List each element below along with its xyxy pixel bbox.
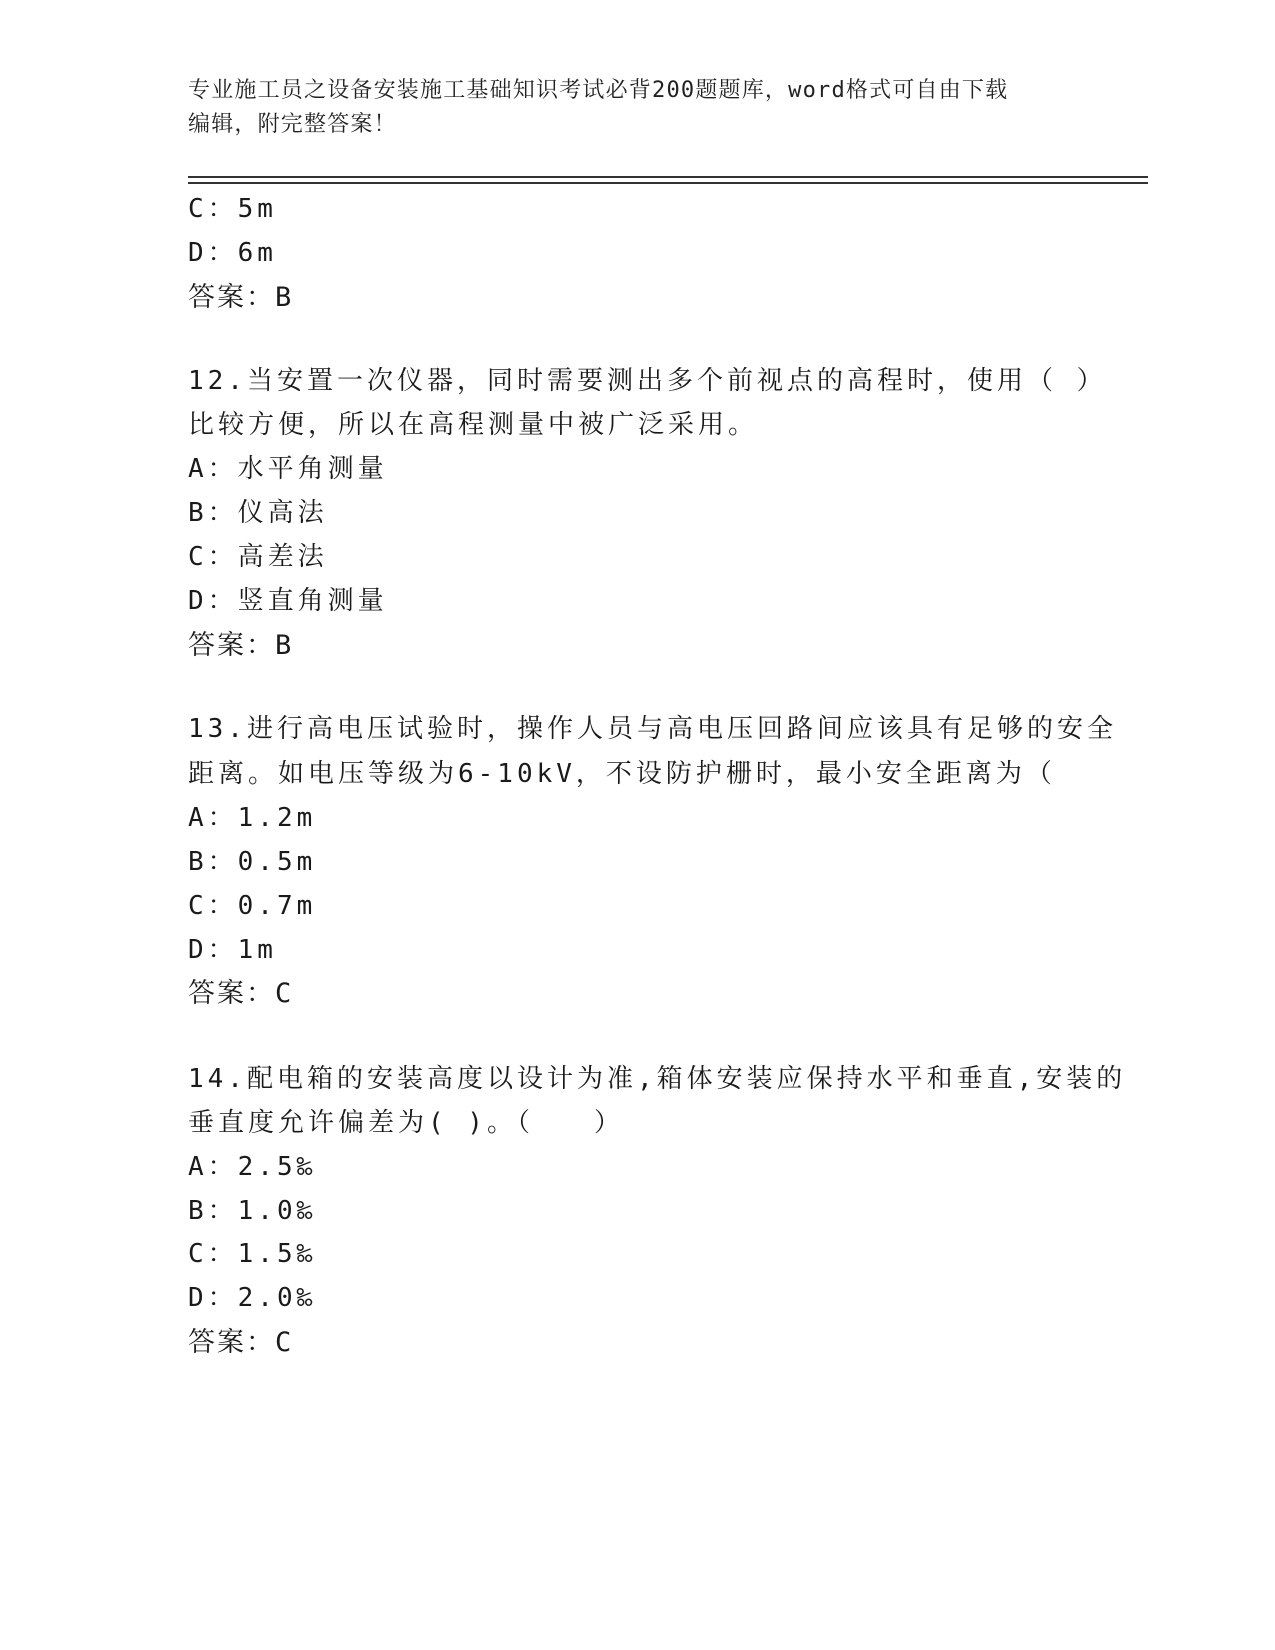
question-13-option-d: D：1m: [188, 935, 277, 965]
question-13-option-b: B：0.5m: [188, 847, 317, 877]
question-12-option-b: B：仪高法: [188, 498, 328, 528]
prev-question-answer: 答案：B: [188, 282, 294, 313]
question-12-answer: 答案：B: [188, 630, 294, 661]
question-12-option-a: A：水平角测量: [188, 454, 388, 484]
question-12-stem-line-2: 比较方便，所以在高程测量中被广泛采用。: [188, 410, 759, 440]
question-13-stem-line-2: 距离。如电压等级为6-10kV，不设防护栅时，最小安全距离为（: [188, 759, 1056, 789]
question-13-option-a: A：1.2m: [188, 803, 317, 833]
header-title-line-2: 编辑，附完整答案！: [188, 112, 397, 137]
header-divider-top: [188, 176, 1148, 178]
question-14-answer: 答案：C: [188, 1327, 294, 1358]
question-14-option-a: A：2.5‰: [188, 1152, 317, 1182]
header-title-line-1: 专业施工员之设备安装施工基础知识考试必背200题题库，word格式可自由下载: [188, 78, 1009, 103]
question-14-option-d: D：2.0‰: [188, 1283, 317, 1313]
question-13-stem-line-1: 13.进行高电压试验时，操作人员与高电压回路间应该具有足够的安全: [188, 714, 1117, 744]
question-14-stem-line-1: 14.配电箱的安装高度以设计为准,箱体安装应保持水平和垂直,安装的: [188, 1064, 1127, 1094]
question-14-option-b: B：1.0‰: [188, 1196, 317, 1226]
prev-question-option-c: C：5m: [188, 194, 277, 224]
question-14-stem-line-2: 垂直度允许偏差为( )。（ ）: [188, 1108, 624, 1138]
document-header: [188, 74, 1088, 142]
question-12-option-c: C：高差法: [188, 542, 328, 572]
question-13-option-c: C：0.7m: [188, 891, 317, 921]
question-14-option-c: C：1.5‰: [188, 1239, 317, 1269]
question-12-stem-line-1: 12.当安置一次仪器，同时需要测出多个前视点的高程时，使用（ ）: [188, 366, 1107, 396]
question-12-option-d: D：竖直角测量: [188, 586, 388, 616]
prev-question-option-d: D：6m: [188, 238, 277, 268]
question-13-answer: 答案：C: [188, 978, 294, 1009]
header-divider-bottom: [188, 182, 1148, 184]
